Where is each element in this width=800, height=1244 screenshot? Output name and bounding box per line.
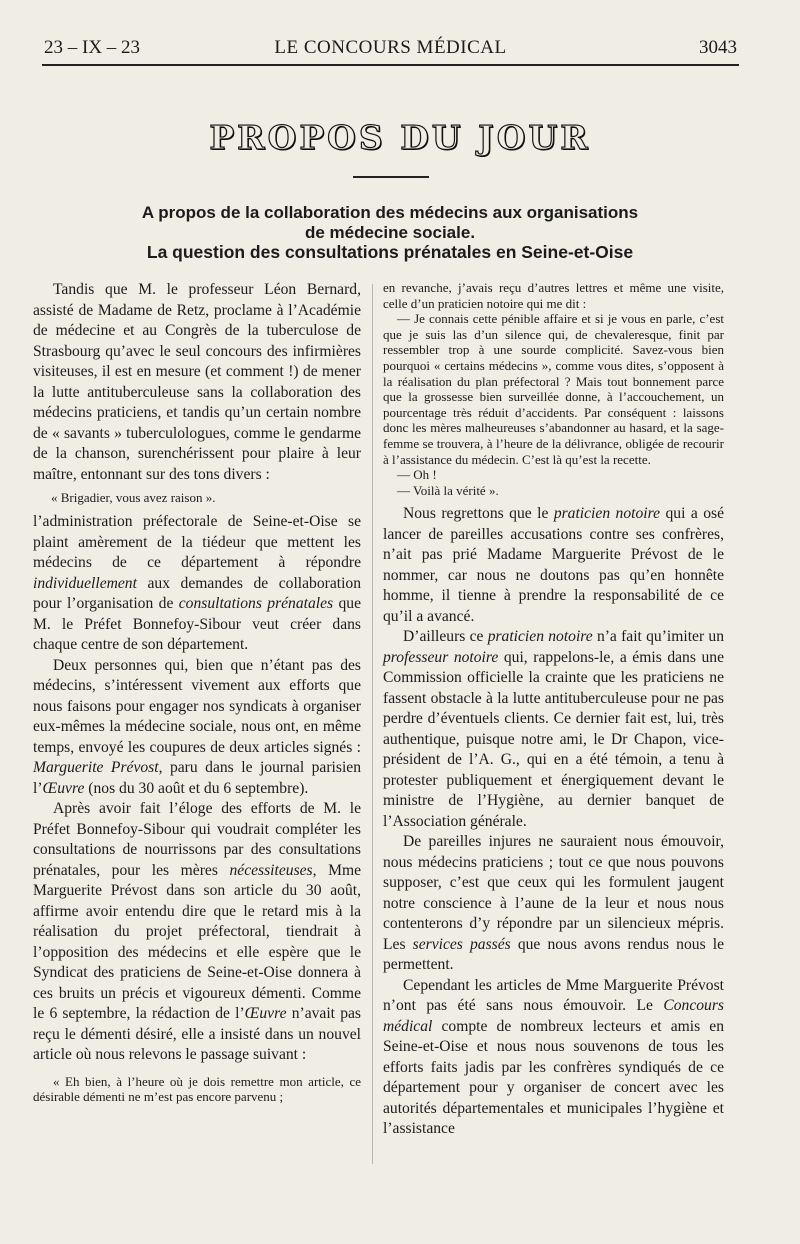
paragraph: Deux personnes qui, bien que n’étant pas des médecins, s’intéressent vivement aux efforts que nous faisons pour engager nos syndicats à organiser eux-mêmes la médecine sociale, nous ont, en même temps, envoyé les coupures de deux articles signés : Marguerite Prévost, paru dans le journal parisien l’Œuvre (nos du 30 août et du 6 septembre). [33, 656, 362, 797]
article-title-line-1: A propos de la collaboration des médecins aux organisations [141, 203, 639, 222]
song-quote: « Brigadier, vous avez raison ». [51, 490, 216, 505]
header-rule [42, 64, 739, 66]
paragraph: Après avoir fait l’éloge des efforts de M. le Préfet Bonnefoy-Sibour qui voudrait compléter les consultations de nourrissons par des consultations prénatales, pour les mères nécessiteuses, Mme Marguerite Prévost dans son article du 30 août, affirme avoir entendu dire que le retard mis à la réalisation du projet préfectoral, tiendrait à l’opposition des médecins et elle espère que le Syndicat des praticiens de Seine-et-Oise donnera à ces bruits un précis et vigoureux démenti. Comme le 6 septembre, la rédaction de l’Œuvre n’avait pas reçu le démenti désiré, elle a insisté dans un nouvel article où nous relevons le passage suivant : [33, 800, 361, 1063]
page-header [44, 37, 737, 63]
quoted-passage: — Oh ! [397, 467, 437, 483]
paragraph: Cependant les articles de Mme Marguerite Prévost n’ont pas été sans nous émouvoir. Le Concours médical compte de nombreux lecteurs et amis en Seine-et-Oise et nous nous souvenons de tous les efforts faits jadis par les confrères syndiqués de ce département pour y organiser de concert avec les autorités départementales et municipales l’hygiène et l’assistance [383, 976, 724, 1138]
section-rubric: PROPOS DU JOUR [209, 118, 591, 157]
page-number: 3043 [699, 37, 737, 58]
article-title-line-3: La question des consultations prénatales en Seine-et-Oise [146, 242, 634, 262]
paragraph: D’ailleurs ce praticien notoire n’a fait qu’imiter un professeur notoire qui, rappelons-le, a émis dans une Commission officielle la crainte que les praticiens ne fassent obstacle à la lutte antituberculeuse pour ne pas perdre d’éventuels clients. Ce dernier fait est, lui, très authentique, puisque notre ami, le Dr Chapon, vice-président de l’A. G., qui en a été témoin, a tenu à protester publiquement et énergiquement devant le ministre de l’Hygiène, au dernier banquet de l’Association générale. [383, 628, 724, 830]
issue-date: 23 – IX – 23 [44, 37, 141, 58]
quoted-passage: en revanche, j’avais reçu d’autres lettres et même une visite, celle d’un praticien notoire qui me dit : [383, 280, 724, 311]
right-column [383, 280, 724, 1140]
paragraph: l’administration préfectorale de Seine-et-Oise se plaint amèrement de la tiédeur que mettent les médecins de ce département à répondre individuellement aux demandes de collaboration pour l’organisation de consultations prénatales que M. le Préfet Bonnefoy-Sibour veut créer dans chaque centre de son département. [33, 513, 361, 653]
paragraph: Nous regrettons que le praticien notoire qui a osé lancer de pareilles accusations contre ses confrères, n’ait pas prié Madame Marguerite Prévost de le nommer, car nous ne doutons pas qu’en honnête homme, il tienne à prendre la responsabilité de ce qu’il a avancé. [383, 505, 724, 625]
quoted-passage: « Eh bien, à l’heure où je dois remettre mon article, ce désirable démenti ne m’est pas encore parvenu ; [33, 1073, 361, 1105]
rubric-divider [353, 176, 429, 178]
paragraph: De pareilles injures ne sauraient nous émouvoir, nous médecins praticiens ; tout ce que nous pouvons supposer, c’est que ceux qui les formulent jaugent notre conscience à l’aune de la leur et nous nous contenterons d’y répondre par un silencieux mépris. Les services passés que nous avons rendus nous le permettent. [383, 833, 725, 974]
quoted-passage: — Voilà la vérité ». [397, 482, 499, 498]
article-title-line-2: de médecine sociale. [304, 223, 476, 242]
left-column [33, 280, 361, 1105]
quoted-passage: — Je connais cette pénible affaire et si je vous en parle, c’est que je suis las d’un silence qui, de chevaleresque, finit par ressembler trop à une sourde complicité. Savez-vous bien pourquoi « certains médecins », comme vous dites, s’opposent à la réalisation du plan préfectoral ? Mais tout bonnement parce que la grossesse bien surveillée donne, à l’accouchement, un pourcentage très réduit d’accidents. Par conséquent : laissons donc les mères malheureuses s’abandonner au hasard, et la sage-femme se trouvera, à l’heure de la délivrance, obligée de recourir à l’assistance du médecin. C’est là qu’est la recette. [383, 311, 724, 467]
column-divider [372, 284, 373, 1164]
journal-title: LE CONCOURS MÉDICAL [274, 37, 507, 58]
paragraph: Tandis que M. le professeur Léon Bernard, assisté de Madame de Retz, proclame à l’Académie de médecine et au Congrès de la tuberculose de Strasbourg qu’avec le seul concours des infirmières visiteuses, il est en mesure (et comment !) de mener la lutte antituberculeuse sans la collaboration des médecins praticiens, et tandis qu’un certain nombre de « savants » tuberculologues, comme le gendarme de la chanson, surenchérissent pour plaire à leur maître, entonnant sur des tons divers : [33, 281, 361, 483]
